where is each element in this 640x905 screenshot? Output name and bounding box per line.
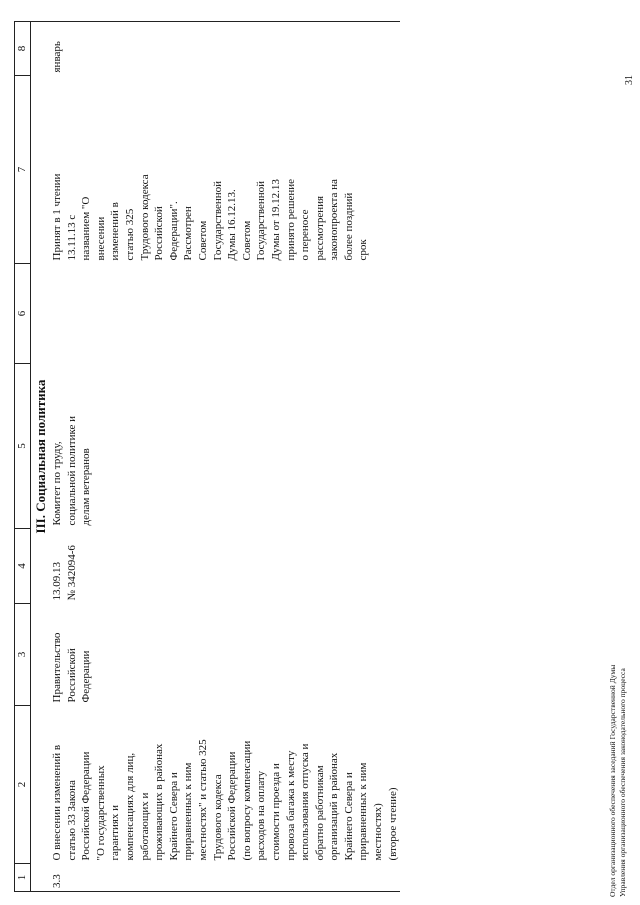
section-row [31,22,50,892]
responsible-committee: Комитет по труду, социальной политике и делам ветеранов [51,415,93,526]
column-header: 5 [15,364,31,529]
column-header: 3 [15,604,31,706]
bill-author: Правительство Российской Федерации [51,632,93,703]
column-header: 6 [15,264,31,364]
bill-date-number: 13.09.13 № 342094-6 [51,545,78,601]
section-title: III. Социальная политика [31,22,50,892]
page-number: 31 [624,75,635,85]
footer-line: Отдел организационного обеспечения заседаний Государственной Думы [608,664,617,897]
row-number: 3.3 [49,864,400,892]
column-header: 2 [15,706,31,864]
column-header: 7 [15,76,31,264]
column-6-cell [49,264,400,364]
table-row [49,22,400,892]
bill-title: О внесении изменений в статью 33 Закона Российской Федерации "О государственных гарантиях и компенсациях для лиц, работающих и проживающих в районах Крайнего Севера и приравненных к ним местностях" и статью 325 Трудового кодекса Российской Федерации (по вопросу компенсации расходов на оплату стоимости проезда и провоза багажа к месту использования отпуска и обратно работникам организаций в районах Крайнего Севера и приравненных к ним местностях) (второе чтение) [51,739,399,861]
footer [608,497,628,897]
table-header-row [15,22,31,892]
column-header: 4 [15,529,31,604]
footer-line: Управления организационного обеспечения законодательного процесса [618,668,627,897]
legislation-table [14,21,400,892]
bill-status: Принят в 1 чтении 13.11.13 с названием "О внесении изменений в статью 325 Трудового кодекса Российской Федерации". Рассмотрен Советом Государственной Думы 16.12.13. Советом Государственной Думы от 19.12.13 принято решение о переносе рассмотрения законопроекта на более поздний срок [51,173,370,261]
planned-period: январь [49,22,400,76]
column-header: 1 [15,864,31,892]
column-header: 8 [15,22,31,76]
